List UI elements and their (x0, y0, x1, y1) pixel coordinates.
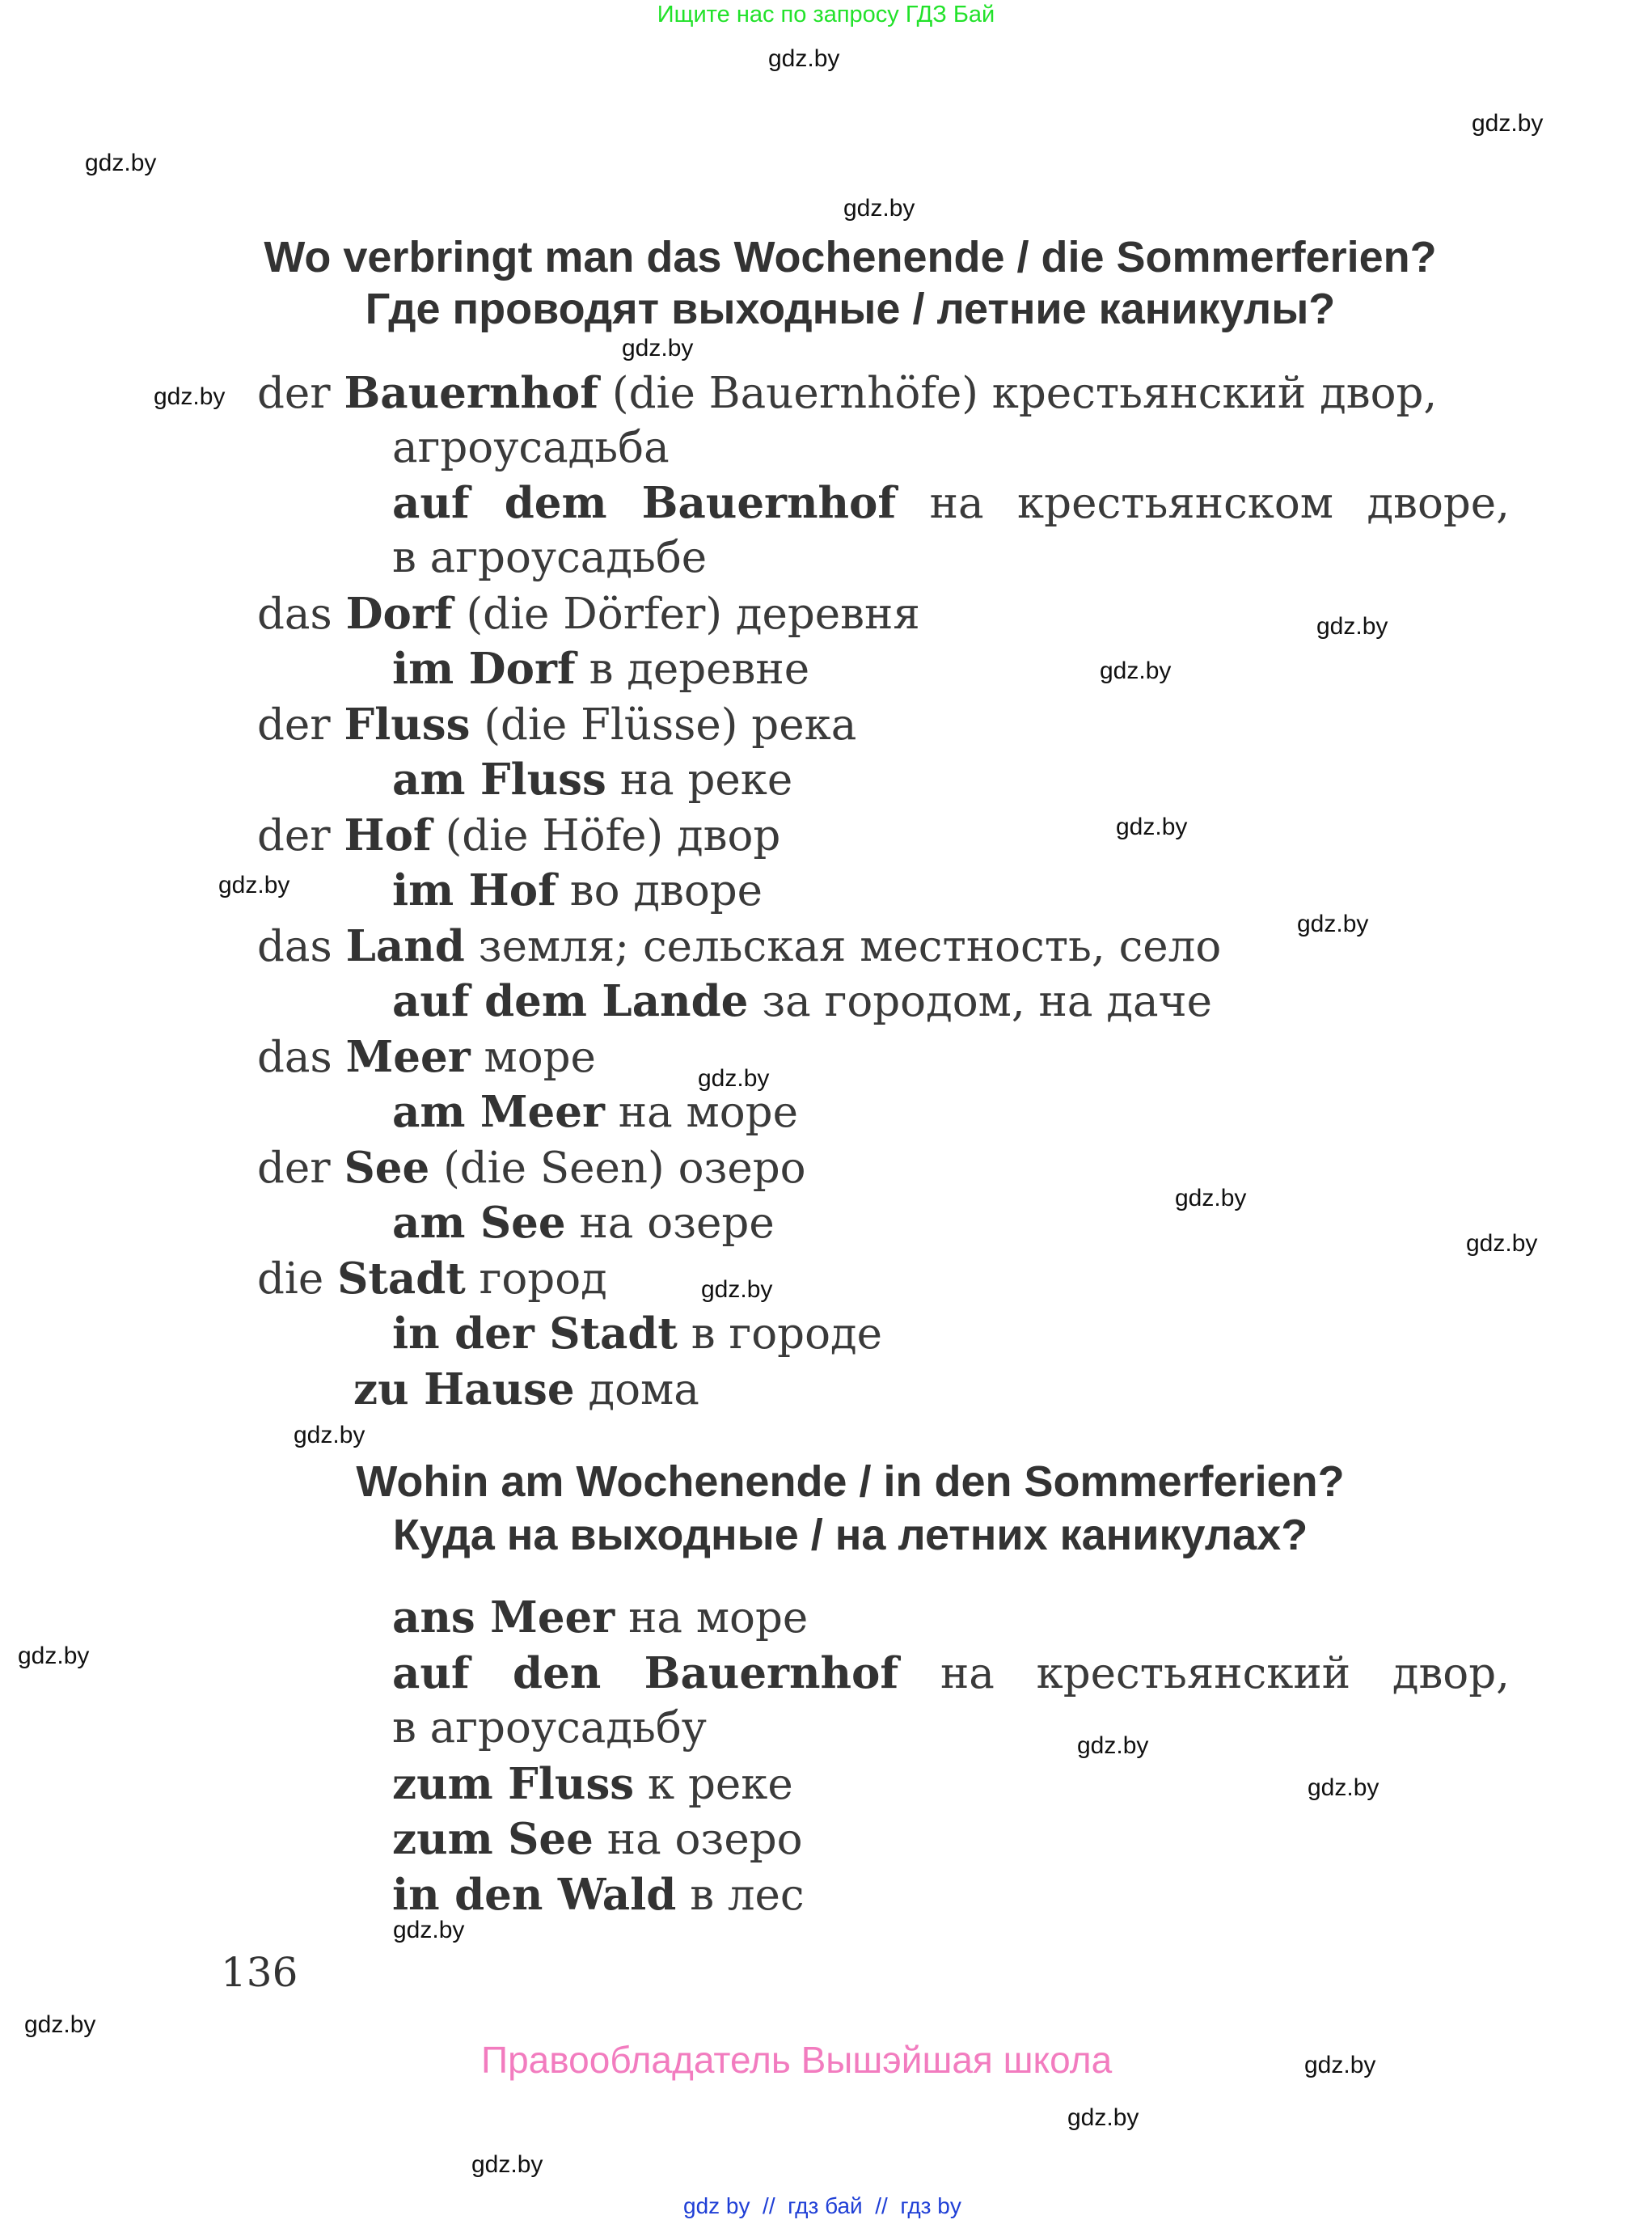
watermark: gdz.by (1304, 2052, 1376, 2078)
watermark: gdz.by (18, 1643, 90, 1669)
section2-title-de: Wohin am Wochenende / in den Sommerferien? (356, 1457, 1345, 1506)
watermark: gdz.by (1316, 613, 1388, 640)
vocab-entry-fluss: der Fluss (die Flüsse) река (257, 700, 857, 750)
search-banner: Ищите нас по запросу ГДЗ Бай (657, 2, 995, 27)
vocab-entry-bauernhof-cont: агроусадьба (392, 423, 670, 472)
watermark: gdz.by (294, 1422, 365, 1448)
section1-title-ru: Где проводят выходные / летние каникулы? (365, 285, 1336, 333)
phrase-am-meer: am Meer на море (392, 1087, 798, 1137)
phrase-auf-den-bauernhof-cont: в агроусадьбу (392, 1703, 707, 1753)
phrase-auf-den-bauernhof: auf den Bauernhof на крестьянский двор, (392, 1648, 1510, 1698)
copyright-notice: Правообладатель Вышэйшая школа (481, 2039, 1113, 2081)
watermark: gdz.by (1308, 1774, 1379, 1801)
section1-title-de: Wo verbringt man das Wochenende / die Sommerferien? (264, 233, 1437, 281)
phrase-auf-dem-lande: auf dem Lande за городом, на даче (392, 976, 1212, 1026)
vocab-entry-bauernhof: der Bauernhof (die Bauernhöfe) крестьянский двор, (257, 368, 1438, 418)
phrase-am-see: am See на озере (392, 1198, 775, 1248)
vocab-entry-land: das Land земля; сельская местность, село (257, 921, 1222, 971)
vocab-entry-stadt: die Stadt город (257, 1254, 607, 1304)
phrase-ans-meer: ans Meer на море (392, 1592, 809, 1643)
watermark: gdz.by (1067, 2104, 1139, 2131)
page-number: 136 (221, 1949, 298, 1996)
phrase-am-fluss: am Fluss на реке (392, 755, 793, 805)
phrase-im-dorf: im Dorf в деревне (392, 644, 810, 694)
watermark: gdz.by (843, 195, 915, 222)
watermark: gdz.by (768, 45, 840, 72)
watermark: gdz.by (1297, 911, 1369, 937)
phrase-zum-see: zum See на озеро (392, 1814, 803, 1864)
footer-links[interactable]: gdz by // гдз бай // гдз by (683, 2193, 961, 2218)
watermark: gdz.by (471, 2151, 543, 2178)
phrase-im-hof: im Hof во дворе (392, 865, 763, 915)
watermark: gdz.by (393, 1917, 465, 1943)
section2-title-ru: Куда на выходные / на летних каникулах? (392, 1511, 1308, 1559)
vocab-entry-see: der See (die Seen) озеро (257, 1143, 806, 1193)
watermark: gdz.by (24, 2011, 96, 2038)
phrase-in-den-wald: in den Wald в лес (392, 1870, 805, 1920)
watermark: gdz.by (154, 383, 226, 410)
watermark: gdz.by (1100, 657, 1172, 684)
watermark: gdz.by (218, 872, 290, 898)
vocab-entry-hof: der Hof (die Höfe) двор (257, 810, 781, 860)
phrase-zum-fluss: zum Fluss к реке (392, 1759, 793, 1809)
watermark: gdz.by (1175, 1185, 1247, 1211)
phrase-in-der-stadt: in der Stadt в городе (392, 1309, 882, 1359)
phrase-auf-dem-bauernhof-cont: в агроусадьбе (392, 533, 708, 582)
vocab-entry-meer: das Meer море (257, 1032, 596, 1082)
phrase-zu-hause: zu Hause дома (353, 1364, 699, 1414)
watermark: gdz.by (85, 150, 157, 176)
watermark: gdz.by (1472, 110, 1544, 137)
watermark: gdz.by (1466, 1230, 1538, 1257)
watermark: gdz.by (1116, 814, 1188, 840)
watermark: gdz.by (1077, 1732, 1149, 1759)
watermark: gdz.by (698, 1065, 770, 1092)
vocab-entry-dorf: das Dorf (die Dörfer) деревня (257, 589, 920, 639)
watermark: gdz.by (701, 1276, 773, 1303)
watermark: gdz.by (622, 335, 694, 362)
phrase-auf-dem-bauernhof: auf dem Bauernhof на крестьянском дворе, (392, 478, 1510, 528)
